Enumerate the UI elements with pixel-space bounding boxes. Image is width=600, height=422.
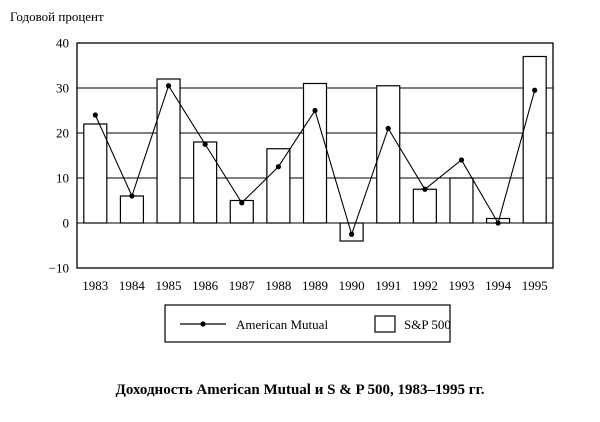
x-tick-1987: 1987 bbox=[228, 278, 255, 293]
legend-sp500: S&P 500 bbox=[404, 317, 451, 332]
sp500-bar-1984 bbox=[120, 196, 143, 223]
y-tick-labels bbox=[49, 36, 69, 276]
y-tick-0: 0 bbox=[62, 215, 69, 231]
american-mutual-point-1985 bbox=[166, 83, 171, 88]
sp500-bar-1988 bbox=[267, 149, 290, 223]
legend-american-mutual: American Mutual bbox=[236, 317, 329, 332]
y-tick-20: 20 bbox=[56, 125, 69, 141]
american-mutual-point-1989 bbox=[312, 108, 317, 113]
x-tick-labels bbox=[82, 278, 547, 293]
s-and-p-bars bbox=[84, 57, 546, 242]
american-mutual-point-1988 bbox=[276, 164, 281, 169]
legend-bar-symbol bbox=[375, 316, 395, 332]
american-mutual-point-1992 bbox=[422, 187, 427, 192]
sp500-bar-1993 bbox=[450, 178, 473, 223]
x-tick-1995: 1995 bbox=[521, 278, 548, 293]
american-mutual-point-1984 bbox=[129, 193, 134, 198]
sp500-bar-1985 bbox=[157, 79, 180, 223]
legend-dot-symbol bbox=[200, 321, 205, 326]
x-tick-1986: 1986 bbox=[192, 278, 219, 293]
sp500-bar-1995 bbox=[523, 57, 546, 224]
american-mutual-point-1995 bbox=[532, 88, 537, 93]
american-mutual-point-1994 bbox=[495, 220, 500, 225]
sp500-bar-1983 bbox=[84, 124, 107, 223]
x-tick-1983: 1983 bbox=[82, 278, 109, 293]
x-tick-1993: 1993 bbox=[448, 278, 475, 293]
sp500-bar-1986 bbox=[194, 142, 217, 223]
x-tick-1990: 1990 bbox=[338, 278, 365, 293]
american-mutual-point-1990 bbox=[349, 232, 354, 237]
american-mutual-point-1991 bbox=[386, 126, 391, 131]
x-tick-1991: 1991 bbox=[375, 278, 402, 293]
x-tick-1994: 1994 bbox=[485, 278, 512, 293]
sp500-bar-1992 bbox=[413, 189, 436, 223]
american-mutual-point-1993 bbox=[459, 157, 464, 162]
x-tick-1989: 1989 bbox=[302, 278, 328, 293]
y-tick-30: 30 bbox=[56, 80, 69, 96]
chart-title: Доходность American Mutual и S & P 500, 1983–1995 гг. bbox=[115, 382, 485, 398]
american-mutual-point-1983 bbox=[93, 112, 98, 117]
legend bbox=[165, 305, 451, 342]
sp500-bar-1989 bbox=[304, 84, 327, 224]
y-axis-label: Годовой процент bbox=[10, 9, 104, 24]
american-mutual-point-1986 bbox=[203, 142, 208, 147]
american-mutual-point-1987 bbox=[239, 200, 244, 205]
x-tick-1988: 1988 bbox=[265, 278, 292, 293]
y-tick-10: 10 bbox=[56, 170, 69, 186]
x-tick-1984: 1984 bbox=[118, 278, 145, 293]
x-tick-1992: 1992 bbox=[411, 278, 438, 293]
sp500-bar-1991 bbox=[377, 86, 400, 223]
y-tick--10: −10 bbox=[48, 260, 69, 276]
x-tick-1985: 1985 bbox=[155, 278, 182, 293]
y-tick-40: 40 bbox=[56, 35, 69, 51]
